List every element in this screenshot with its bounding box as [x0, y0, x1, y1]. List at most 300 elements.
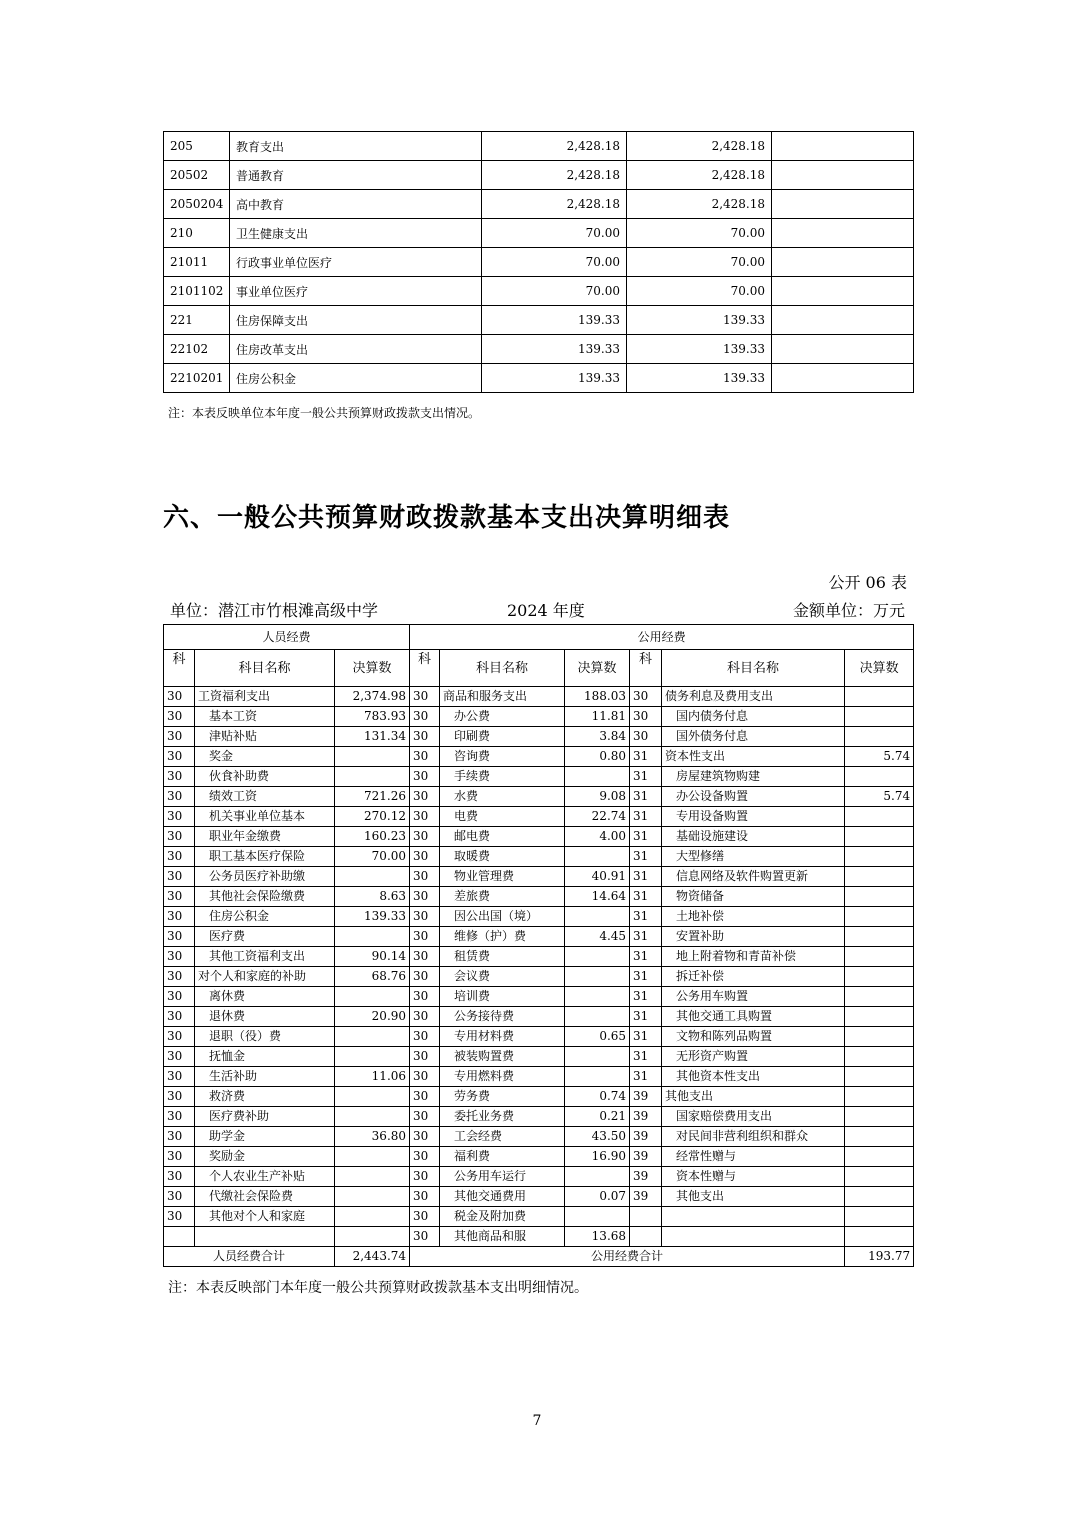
cell-amount: [335, 747, 410, 767]
table-row: [164, 161, 914, 190]
cell-amount: 160.23: [335, 827, 410, 847]
cell-code: 30: [410, 1207, 440, 1227]
cell-code: 30: [164, 1207, 195, 1227]
cell-name: 救济费: [195, 1087, 335, 1107]
cell-amount: [565, 1047, 630, 1067]
cell-project: [772, 132, 914, 161]
cell-name: 安置补助: [662, 927, 845, 947]
cell-code: 30: [164, 1167, 195, 1187]
cell-name: 伙食补助费: [195, 767, 335, 787]
cell-code: 31: [630, 907, 662, 927]
cell-amount: [845, 1207, 914, 1227]
detail-row: [164, 1107, 914, 1127]
detail-row: [164, 1187, 914, 1207]
cell-amount: 3.84: [565, 727, 630, 747]
cell-name: 基本工资: [195, 707, 335, 727]
cell-code: 31: [630, 927, 662, 947]
cell-name: 其他交通费用: [440, 1187, 565, 1207]
detail-row: [164, 687, 914, 707]
section-title: 六、一般公共预算财政拨款基本支出决算明细表: [163, 503, 731, 533]
detail-row: [164, 1207, 914, 1227]
total-personnel-value: 2,443.74: [335, 1247, 410, 1267]
cell-name: 国家赔偿费用支出: [662, 1107, 845, 1127]
cell-amount: [565, 1167, 630, 1187]
cell-amount: [565, 1067, 630, 1087]
detail-row: [164, 1127, 914, 1147]
cell-code: 31: [630, 747, 662, 767]
cell-amount: [335, 1147, 410, 1167]
cell-code: 30: [410, 867, 440, 887]
table-row: [164, 132, 914, 161]
cell-code: 30: [630, 727, 662, 747]
cell-code: 30: [164, 1127, 195, 1147]
cell-code: 30: [164, 1007, 195, 1027]
cell-amount: [565, 987, 630, 1007]
cell-code: 30: [410, 1027, 440, 1047]
cell-amount: 36.80: [335, 1127, 410, 1147]
cell-name: 其他商品和服: [440, 1227, 565, 1247]
cell-name: 信息网络及软件购置更新: [662, 867, 845, 887]
cell-code: 210: [164, 219, 230, 248]
cell-project: [772, 277, 914, 306]
group-header-row: [164, 625, 914, 650]
cell-basic: 70.00: [627, 248, 772, 277]
cell-name: 生活补助: [195, 1067, 335, 1087]
cell-name: 印刷费: [440, 727, 565, 747]
cell-code: 30: [410, 687, 440, 707]
cell-basic: 139.33: [627, 306, 772, 335]
cell-name: 医疗费: [195, 927, 335, 947]
cell-amount: [565, 967, 630, 987]
cell-code: 31: [630, 827, 662, 847]
cell-total: 70.00: [482, 277, 627, 306]
detail-row: [164, 1047, 914, 1067]
cell-amount: 70.00: [335, 847, 410, 867]
cell-amount: [845, 1147, 914, 1167]
cell-name: 办公费: [440, 707, 565, 727]
cell-code: 30: [164, 787, 195, 807]
cell-name: 商品和服务支出: [440, 687, 565, 707]
cell-name: 专用设备购置: [662, 807, 845, 827]
hdr-code: 科: [410, 650, 440, 687]
cell-basic: 70.00: [627, 277, 772, 306]
table-row: [164, 306, 914, 335]
cell-amount: 20.90: [335, 1007, 410, 1027]
cell-basic: 139.33: [627, 364, 772, 393]
cell-code: 30: [410, 747, 440, 767]
cell-name: 其他支出: [662, 1187, 845, 1207]
hdr-amount: 决算数: [335, 650, 410, 687]
cell-code: 31: [630, 947, 662, 967]
cell-name: 高中教育: [230, 190, 482, 219]
cell-amount: [565, 947, 630, 967]
cell-amount: [335, 1187, 410, 1207]
cell-name: 土地补偿: [662, 907, 845, 927]
cell-name: 被装购置费: [440, 1047, 565, 1067]
table-row: [164, 248, 914, 277]
cell-code: 30: [410, 1187, 440, 1207]
cell-name: 基础设施建设: [662, 827, 845, 847]
cell-amount: [845, 1047, 914, 1067]
cell-name: 离休费: [195, 987, 335, 1007]
cell-name: 对个人和家庭的补助: [195, 967, 335, 987]
table1-note: 注：本表反映单位本年度一般公共预算财政拨款支出情况。: [168, 406, 481, 420]
cell-name: 其他工资福利支出: [195, 947, 335, 967]
cell-amount: 0.80: [565, 747, 630, 767]
cell-code: 22102: [164, 335, 230, 364]
cell-code: 31: [630, 787, 662, 807]
cell-amount: 22.74: [565, 807, 630, 827]
cell-name: 房屋建筑物购建: [662, 767, 845, 787]
cell-amount: [565, 847, 630, 867]
cell-code: 21011: [164, 248, 230, 277]
cell-name: [662, 1207, 845, 1227]
cell-total: 139.33: [482, 335, 627, 364]
cell-name: 无形资产购置: [662, 1047, 845, 1067]
cell-code: [164, 1227, 195, 1247]
cell-amount: 90.14: [335, 947, 410, 967]
cell-amount: [845, 1007, 914, 1027]
cell-amount: [565, 1207, 630, 1227]
cell-name: 住房保障支出: [230, 306, 482, 335]
cell-amount: [335, 1027, 410, 1047]
cell-amount: [565, 767, 630, 787]
cell-name: 邮电费: [440, 827, 565, 847]
detail-row: [164, 887, 914, 907]
cell-code: 30: [164, 767, 195, 787]
cell-name: 其他支出: [662, 1087, 845, 1107]
cell-name: 绩效工资: [195, 787, 335, 807]
cell-project: [772, 335, 914, 364]
cell-code: 30: [410, 947, 440, 967]
cell-name: 国内债务付息: [662, 707, 845, 727]
detail-table-body: [164, 625, 914, 687]
cell-name: 职工基本医疗保险: [195, 847, 335, 867]
cell-amount: [335, 1167, 410, 1187]
detail-row: [164, 707, 914, 727]
cell-code: [630, 1207, 662, 1227]
cell-amount: 11.81: [565, 707, 630, 727]
cell-amount: [845, 767, 914, 787]
cell-name: 会议费: [440, 967, 565, 987]
cell-name: 维修（护）费: [440, 927, 565, 947]
cell-code: 30: [164, 907, 195, 927]
cell-amount: 11.06: [335, 1067, 410, 1087]
cell-name: 教育支出: [230, 132, 482, 161]
cell-name: 物业管理费: [440, 867, 565, 887]
detail-row: [164, 1147, 914, 1167]
cell-project: [772, 190, 914, 219]
cell-amount: 5.74: [845, 787, 914, 807]
cell-amount: 131.34: [335, 727, 410, 747]
detail-row: [164, 907, 914, 927]
cell-code: 30: [410, 727, 440, 747]
cell-code: 31: [630, 1027, 662, 1047]
cell-code: 30: [410, 827, 440, 847]
cell-name: 住房公积金: [230, 364, 482, 393]
cell-code: 31: [630, 1047, 662, 1067]
cell-amount: [845, 907, 914, 927]
detail-row: [164, 1087, 914, 1107]
cell-code: 30: [164, 1107, 195, 1127]
cell-code: 39: [630, 1147, 662, 1167]
cell-code: 2210201: [164, 364, 230, 393]
cell-amount: [845, 687, 914, 707]
cell-amount: [335, 1087, 410, 1107]
cell-basic: 2,428.18: [627, 161, 772, 190]
cell-name: 拆迁补偿: [662, 967, 845, 987]
cell-amount: [845, 867, 914, 887]
cell-name: 其他社会保险缴费: [195, 887, 335, 907]
detail-row: [164, 1067, 914, 1087]
detail-row: [164, 867, 914, 887]
cell-amount: [565, 1007, 630, 1027]
cell-code: 30: [164, 727, 195, 747]
cell-code: 30: [410, 1047, 440, 1067]
cell-amount: 16.90: [565, 1147, 630, 1167]
cell-code: 30: [410, 1167, 440, 1187]
detail-row: [164, 727, 914, 747]
cell-code: 30: [164, 987, 195, 1007]
cell-amount: [845, 967, 914, 987]
cell-code: 30: [410, 907, 440, 927]
cell-code: 30: [164, 867, 195, 887]
cell-amount: 5.74: [845, 747, 914, 767]
cell-code: 30: [164, 747, 195, 767]
cell-amount: 0.21: [565, 1107, 630, 1127]
hdr-amount: 决算数: [565, 650, 630, 687]
cell-amount: 4.00: [565, 827, 630, 847]
cell-code: 30: [164, 947, 195, 967]
cell-code: 30: [410, 847, 440, 867]
cell-code: 30: [410, 967, 440, 987]
cell-code: 30: [410, 1067, 440, 1087]
detail-row: [164, 1027, 914, 1047]
cell-name: 差旅费: [440, 887, 565, 907]
cell-amount: 783.93: [335, 707, 410, 727]
cell-amount: [845, 1107, 914, 1127]
cell-name: 代缴社会保险费: [195, 1187, 335, 1207]
cell-name: 税金及附加费: [440, 1207, 565, 1227]
cell-amount: [845, 987, 914, 1007]
cell-total: 70.00: [482, 248, 627, 277]
cell-amount: [845, 1227, 914, 1247]
cell-total: 139.33: [482, 306, 627, 335]
cell-name: 抚恤金: [195, 1047, 335, 1067]
cell-code: 39: [630, 1107, 662, 1127]
table-number: 公开 06 表: [828, 573, 907, 592]
cell-code: 39: [630, 1187, 662, 1207]
cell-name: 专用燃料费: [440, 1067, 565, 1087]
cell-name: 地上附着物和青苗补偿: [662, 947, 845, 967]
cell-amount: 0.07: [565, 1187, 630, 1207]
cell-name: 其他资本性支出: [662, 1067, 845, 1087]
column-header-row: [164, 650, 914, 687]
cell-name: [662, 1227, 845, 1247]
group-personnel: 人员经费: [164, 625, 410, 650]
table-row: [164, 335, 914, 364]
detail-row: [164, 827, 914, 847]
detail-row: [164, 1227, 914, 1247]
cell-name: 奖金: [195, 747, 335, 767]
cell-amount: 721.26: [335, 787, 410, 807]
cell-basic: 2,428.18: [627, 132, 772, 161]
cell-name: 国外债务付息: [662, 727, 845, 747]
detail-row: [164, 987, 914, 1007]
cell-total: 70.00: [482, 219, 627, 248]
cell-project: [772, 364, 914, 393]
cell-code: 30: [410, 1007, 440, 1027]
cell-total: 2,428.18: [482, 161, 627, 190]
cell-code: 30: [630, 687, 662, 707]
totals-row: [164, 1247, 914, 1267]
cell-name: 机关事业单位基本: [195, 807, 335, 827]
detail-row: [164, 847, 914, 867]
cell-name: 手续费: [440, 767, 565, 787]
cell-name: 劳务费: [440, 1087, 565, 1107]
cell-amount: [845, 1067, 914, 1087]
total-personnel-label: 人员经费合计: [164, 1247, 335, 1267]
expenditure-table-body: [164, 132, 914, 393]
cell-name: 办公设备购置: [662, 787, 845, 807]
cell-code: [630, 1227, 662, 1247]
table-row: [164, 277, 914, 306]
detail-table-rows: [164, 687, 914, 1247]
cell-amount: 14.64: [565, 887, 630, 907]
hdr-name: 科目名称: [662, 650, 845, 687]
cell-name: 助学金: [195, 1127, 335, 1147]
cell-code: 31: [630, 887, 662, 907]
cell-code: 31: [630, 767, 662, 787]
cell-name: 公务用车购置: [662, 987, 845, 1007]
cell-code: 30: [164, 807, 195, 827]
cell-code: 30: [410, 887, 440, 907]
cell-amount: 139.33: [335, 907, 410, 927]
cell-project: [772, 219, 914, 248]
cell-name: 住房改革支出: [230, 335, 482, 364]
cell-total: 2,428.18: [482, 190, 627, 219]
expenditure-table: [163, 131, 914, 393]
cell-amount: 270.12: [335, 807, 410, 827]
cell-amount: 2,374.98: [335, 687, 410, 707]
cell-code: 30: [410, 1227, 440, 1247]
cell-code: 31: [630, 967, 662, 987]
table-row: [164, 190, 914, 219]
cell-amount: [335, 1107, 410, 1127]
cell-name: 资本性赠与: [662, 1167, 845, 1187]
cell-amount: [335, 1227, 410, 1247]
cell-code: 20502: [164, 161, 230, 190]
cell-amount: [335, 1047, 410, 1067]
cell-total: 2,428.18: [482, 132, 627, 161]
cell-project: [772, 161, 914, 190]
cell-amount: [335, 987, 410, 1007]
cell-basic: 139.33: [627, 335, 772, 364]
cell-name: 医疗费补助: [195, 1107, 335, 1127]
cell-code: 30: [164, 1067, 195, 1087]
detail-row: [164, 947, 914, 967]
cell-code: 30: [164, 1047, 195, 1067]
cell-name: 工资福利支出: [195, 687, 335, 707]
cell-name: 普通教育: [230, 161, 482, 190]
cell-amount: 68.76: [335, 967, 410, 987]
cell-code: 30: [410, 1127, 440, 1147]
cell-amount: [845, 927, 914, 947]
cell-code: 205: [164, 132, 230, 161]
cell-name: 住房公积金: [195, 907, 335, 927]
basic-expenditure-detail-table: [163, 624, 914, 1267]
group-public: 公用经费: [410, 625, 914, 650]
cell-code: 30: [164, 1147, 195, 1167]
cell-project: [772, 306, 914, 335]
hdr-code: 科: [630, 650, 662, 687]
cell-code: 2101102: [164, 277, 230, 306]
cell-amount: [845, 1087, 914, 1107]
cell-code: 30: [164, 887, 195, 907]
cell-name: 文物和陈列品购置: [662, 1027, 845, 1047]
cell-name: 奖励金: [195, 1147, 335, 1167]
detail-row: [164, 927, 914, 947]
cell-amount: [845, 947, 914, 967]
cell-amount: 40.91: [565, 867, 630, 887]
cell-project: [772, 248, 914, 277]
cell-amount: 8.63: [335, 887, 410, 907]
cell-code: 31: [630, 1007, 662, 1027]
detail-row: [164, 967, 914, 987]
cell-code: 30: [164, 707, 195, 727]
cell-name: 对民间非营利组织和群众: [662, 1127, 845, 1147]
cell-code: 31: [630, 807, 662, 827]
detail-row: [164, 807, 914, 827]
cell-name: 其他对个人和家庭: [195, 1207, 335, 1227]
cell-amount: [845, 727, 914, 747]
cell-total: 139.33: [482, 364, 627, 393]
table-row: [164, 364, 914, 393]
cell-code: 30: [164, 847, 195, 867]
page-number: 7: [532, 1413, 542, 1429]
hdr-code: 科: [164, 650, 195, 687]
cell-amount: [845, 1167, 914, 1187]
cell-amount: 188.03: [565, 687, 630, 707]
cell-amount: 0.74: [565, 1087, 630, 1107]
cell-name: 工会经费: [440, 1127, 565, 1147]
unit-row: [170, 598, 905, 622]
cell-name: 个人农业生产补贴: [195, 1167, 335, 1187]
cell-amount: [335, 927, 410, 947]
cell-code: 30: [164, 927, 195, 947]
detail-table-totals: [164, 1247, 914, 1267]
cell-name: 水费: [440, 787, 565, 807]
cell-code: 30: [410, 1147, 440, 1167]
cell-amount: [565, 907, 630, 927]
cell-name: 其他交通工具购置: [662, 1007, 845, 1027]
cell-name: 公务员医疗补助缴: [195, 867, 335, 887]
table-row: [164, 219, 914, 248]
detail-row: [164, 1007, 914, 1027]
cell-name: 行政事业单位医疗: [230, 248, 482, 277]
hdr-name: 科目名称: [440, 650, 565, 687]
cell-name: 福利费: [440, 1147, 565, 1167]
total-public-value: 193.77: [845, 1247, 914, 1267]
cell-code: 39: [630, 1087, 662, 1107]
cell-amount: [845, 887, 914, 907]
cell-amount: [845, 807, 914, 827]
cell-amount: 0.65: [565, 1027, 630, 1047]
cell-name: 专用材料费: [440, 1027, 565, 1047]
cell-code: 30: [164, 1187, 195, 1207]
cell-code: 30: [410, 1087, 440, 1107]
cell-code: 221: [164, 306, 230, 335]
